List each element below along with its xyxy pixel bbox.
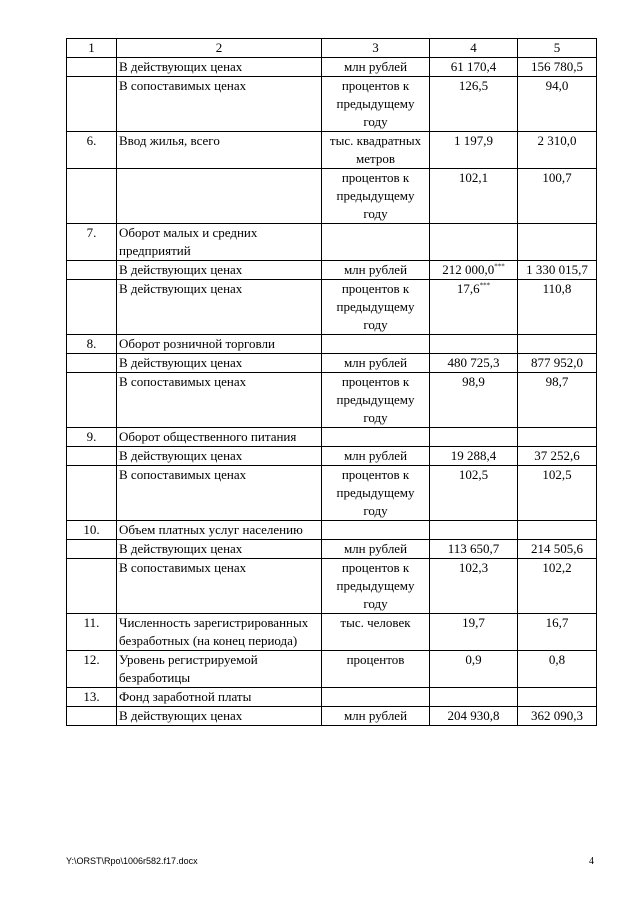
unit-of-measure-cell: [322, 77, 430, 132]
row-number: 10.: [83, 522, 100, 537]
row-number: 9.: [86, 429, 97, 444]
indicator-name: В действующих ценах: [119, 262, 243, 277]
unit-of-measure-cell: [322, 559, 430, 614]
unit-of-measure: млн рублей: [343, 262, 408, 277]
row-number-cell: [67, 559, 117, 614]
value-column-4: 102,5: [458, 467, 489, 482]
value-column-5-cell: [518, 447, 597, 466]
unit-of-measure-cell: [322, 224, 430, 261]
indicator-name-cell: [117, 169, 322, 224]
value-column-5-cell: [518, 77, 597, 132]
row-number-cell: [67, 614, 117, 651]
unit-of-measure-cell: [322, 447, 430, 466]
value-column-4-cell: [430, 373, 518, 428]
unit-of-measure-cell: [322, 335, 430, 354]
table-row: [67, 132, 597, 169]
row-number: 8.: [86, 336, 97, 351]
row-number: 7.: [86, 225, 97, 240]
indicator-name-cell: [117, 688, 322, 707]
table-row: [67, 428, 597, 447]
row-number-cell: [67, 651, 117, 688]
table-row: [67, 373, 597, 428]
value-column-4: 61 170,4: [450, 59, 497, 74]
unit-of-measure-cell: [322, 354, 430, 373]
value-column-5-cell: [518, 688, 597, 707]
value-column-4: 113 650,7: [447, 541, 500, 556]
value-column-5: 110,8: [542, 281, 572, 296]
indicator-name-cell: [117, 132, 322, 169]
value-column-5-cell: [518, 614, 597, 651]
indicator-name: В сопоставимых ценах: [119, 374, 247, 389]
unit-of-measure: млн рублей: [343, 708, 408, 723]
row-number-cell: [67, 58, 117, 77]
value-column-4-cell: [430, 280, 518, 335]
unit-of-measure-cell: [322, 280, 430, 335]
unit-of-measure-cell: [322, 261, 430, 280]
indicator-name-cell: [117, 224, 322, 261]
table-row: [67, 354, 597, 373]
column-header: 1: [67, 39, 117, 58]
value-column-4-cell: [430, 428, 518, 447]
indicator-name-cell: [117, 261, 322, 280]
value-column-5-cell: [518, 651, 597, 688]
table-body: [67, 39, 597, 726]
table-row: [67, 447, 597, 466]
value-column-4-cell: [430, 688, 518, 707]
unit-of-measure-cell: [322, 169, 430, 224]
value-column-5: 98,7: [545, 374, 569, 389]
value-column-5: 214 505,6: [531, 541, 583, 556]
indicator-name: В действующих ценах: [119, 281, 243, 296]
value-column-5: 362 090,3: [531, 708, 583, 723]
unit-of-measure: процентов к предыдущему году: [336, 560, 415, 611]
value-column-4-cell: [430, 521, 518, 540]
value-column-5-cell: [518, 521, 597, 540]
indicator-name-cell: [117, 373, 322, 428]
value-column-4: 480 725,3: [447, 355, 500, 370]
table-row: [67, 77, 597, 132]
unit-of-measure: процентов к предыдущему году: [336, 281, 415, 332]
row-number-cell: [67, 169, 117, 224]
value-column-4: 212 000,0: [442, 262, 495, 277]
unit-of-measure: млн рублей: [343, 355, 408, 370]
indicator-name: Ввод жилья, всего: [119, 133, 220, 148]
value-column-4-cell: [430, 707, 518, 726]
table-row: [67, 224, 597, 261]
indicator-name: В сопоставимых ценах: [119, 560, 247, 575]
indicator-name-cell: [117, 447, 322, 466]
value-column-5: 102,2: [542, 560, 572, 575]
indicator-name: В действующих ценах: [119, 59, 243, 74]
value-column-5-cell: [518, 559, 597, 614]
value-column-4: 126,5: [458, 78, 489, 93]
unit-of-measure: процентов к предыдущему году: [336, 170, 415, 221]
table-row: [67, 261, 597, 280]
indicator-name-cell: [117, 540, 322, 559]
indicator-name: В действующих ценах: [119, 448, 243, 463]
value-column-5-cell: [518, 373, 597, 428]
indicator-name: В действующих ценах: [119, 355, 243, 370]
indicator-name: В действующих ценах: [119, 708, 243, 723]
indicator-name-cell: [117, 521, 322, 540]
value-column-5: 0,8: [548, 652, 566, 667]
indicator-name: Объем платных услуг населению: [119, 522, 303, 537]
indicator-name: В сопоставимых ценах: [119, 78, 247, 93]
column-header: 3: [322, 39, 430, 58]
value-column-5: 100,7: [542, 170, 572, 185]
indicator-name-cell: [117, 651, 322, 688]
row-number-cell: [67, 540, 117, 559]
row-number: 13.: [83, 689, 100, 704]
indicator-name: Численность зарегистрированных безработных (на конец периода): [119, 615, 309, 648]
value-column-4-cell: [430, 224, 518, 261]
value-column-4: 204 930,8: [447, 708, 500, 723]
unit-of-measure: процентов: [346, 652, 405, 667]
indicator-name: Оборот малых и средних предприятий: [119, 225, 258, 258]
row-number-cell: [67, 280, 117, 335]
footnote-marker: ***: [479, 281, 491, 290]
table-row: [67, 651, 597, 688]
indicator-name-cell: [117, 428, 322, 447]
indicator-name: Фонд заработной платы: [119, 689, 252, 704]
value-column-5: 2 310,0: [537, 133, 577, 148]
value-column-4: 102,3: [458, 560, 489, 575]
indicator-name-cell: [117, 614, 322, 651]
row-number-cell: [67, 354, 117, 373]
value-column-5-cell: [518, 280, 597, 335]
table-row: [67, 280, 597, 335]
table-row: [67, 335, 597, 354]
value-column-5-cell: [518, 540, 597, 559]
value-column-4: 17,6: [456, 281, 480, 296]
value-column-5-cell: [518, 58, 597, 77]
value-column-4-cell: [430, 540, 518, 559]
unit-of-measure-cell: [322, 688, 430, 707]
value-column-4: 0,9: [465, 652, 482, 667]
row-number-cell: [67, 335, 117, 354]
row-number-cell: [67, 373, 117, 428]
row-number-cell: [67, 447, 117, 466]
column-header: 5: [518, 39, 597, 58]
table-row: [67, 707, 597, 726]
unit-of-measure: процентов к предыдущему году: [336, 374, 415, 425]
row-number-cell: [67, 688, 117, 707]
table-row: [67, 521, 597, 540]
table-row: [67, 540, 597, 559]
unit-of-measure-cell: [322, 373, 430, 428]
indicator-name-cell: [117, 58, 322, 77]
row-number: 12.: [83, 652, 100, 667]
indicator-name: Уровень регистрируемой безработицы: [119, 652, 258, 685]
table-row: [67, 58, 597, 77]
value-column-5-cell: [518, 707, 597, 726]
value-column-4-cell: [430, 559, 518, 614]
indicator-name: Оборот общественного питания: [119, 429, 297, 444]
unit-of-measure-cell: [322, 614, 430, 651]
unit-of-measure-cell: [322, 651, 430, 688]
value-column-5-cell: [518, 224, 597, 261]
value-column-4-cell: [430, 58, 518, 77]
unit-of-measure-cell: [322, 132, 430, 169]
value-column-4-cell: [430, 169, 518, 224]
indicator-name: В сопоставимых ценах: [119, 467, 247, 482]
value-column-5-cell: [518, 169, 597, 224]
value-column-4: 1 197,9: [454, 133, 493, 148]
value-column-4: 98,9: [462, 374, 485, 389]
indicator-name-cell: [117, 707, 322, 726]
row-number-cell: [67, 261, 117, 280]
value-column-4-cell: [430, 77, 518, 132]
table-row: [67, 688, 597, 707]
unit-of-measure-cell: [322, 58, 430, 77]
row-number-cell: [67, 132, 117, 169]
indicator-name: Оборот розничной торговли: [119, 336, 275, 351]
indicator-name-cell: [117, 466, 322, 521]
footnote-marker: ***: [494, 262, 505, 271]
value-column-5: 37 252,6: [534, 448, 580, 463]
indicator-name-cell: [117, 354, 322, 373]
indicator-name-cell: [117, 559, 322, 614]
unit-of-measure-cell: [322, 466, 430, 521]
unit-of-measure: процентов к предыдущему году: [336, 467, 415, 518]
unit-of-measure-cell: [322, 540, 430, 559]
row-number-cell: [67, 224, 117, 261]
unit-of-measure-cell: [322, 707, 430, 726]
column-number-header-row: [67, 39, 597, 58]
value-column-5: 102,5: [542, 467, 572, 482]
value-column-4-cell: [430, 447, 518, 466]
value-column-4-cell: [430, 132, 518, 169]
row-number-cell: [67, 77, 117, 132]
value-column-4: 19,7: [462, 615, 485, 630]
indicators-table: [66, 38, 597, 726]
unit-of-measure: млн рублей: [343, 541, 408, 556]
table-row: [67, 466, 597, 521]
value-column-4: 102,1: [458, 170, 489, 185]
value-column-5: 16,7: [545, 615, 569, 630]
table-row: [67, 614, 597, 651]
unit-of-measure: млн рублей: [343, 448, 408, 463]
indicator-name: В действующих ценах: [119, 541, 243, 556]
unit-of-measure: тыс. человек: [340, 615, 411, 630]
table-row: [67, 169, 597, 224]
row-number-cell: [67, 707, 117, 726]
value-column-5-cell: [518, 466, 597, 521]
column-header: 2: [117, 39, 322, 58]
value-column-5: 94,0: [545, 78, 569, 93]
value-column-4-cell: [430, 614, 518, 651]
row-number: 11.: [83, 615, 100, 630]
unit-of-measure: тыс. квадратных метров: [329, 133, 422, 166]
indicator-name-cell: [117, 280, 322, 335]
unit-of-measure-cell: [322, 521, 430, 540]
unit-of-measure-cell: [322, 428, 430, 447]
indicator-name-cell: [117, 335, 322, 354]
value-column-4: 19 288,4: [450, 448, 497, 463]
value-column-5-cell: [518, 428, 597, 447]
page-number: 4: [589, 856, 594, 867]
value-column-5-cell: [518, 261, 597, 280]
indicator-name-cell: [117, 77, 322, 132]
value-column-5-cell: [518, 354, 597, 373]
value-column-4-cell: [430, 466, 518, 521]
value-column-4-cell: [430, 335, 518, 354]
value-column-5: 156 780,5: [531, 59, 583, 74]
value-column-5: 1 330 015,7: [526, 262, 588, 277]
value-column-4-cell: [430, 651, 518, 688]
table-row: [67, 559, 597, 614]
value-column-5-cell: [518, 335, 597, 354]
value-column-4-cell: [430, 354, 518, 373]
value-column-5-cell: [518, 132, 597, 169]
unit-of-measure: процентов к предыдущему году: [336, 78, 415, 129]
row-number: 6.: [86, 133, 97, 148]
unit-of-measure: млн рублей: [343, 59, 408, 74]
value-column-4-cell: [430, 261, 518, 280]
row-number-cell: [67, 521, 117, 540]
row-number-cell: [67, 466, 117, 521]
row-number-cell: [67, 428, 117, 447]
column-header: 4: [430, 39, 518, 58]
file-path: Y:\ORST\Rpo\1006r582.f17.docx: [66, 856, 198, 866]
value-column-5: 877 952,0: [531, 355, 583, 370]
